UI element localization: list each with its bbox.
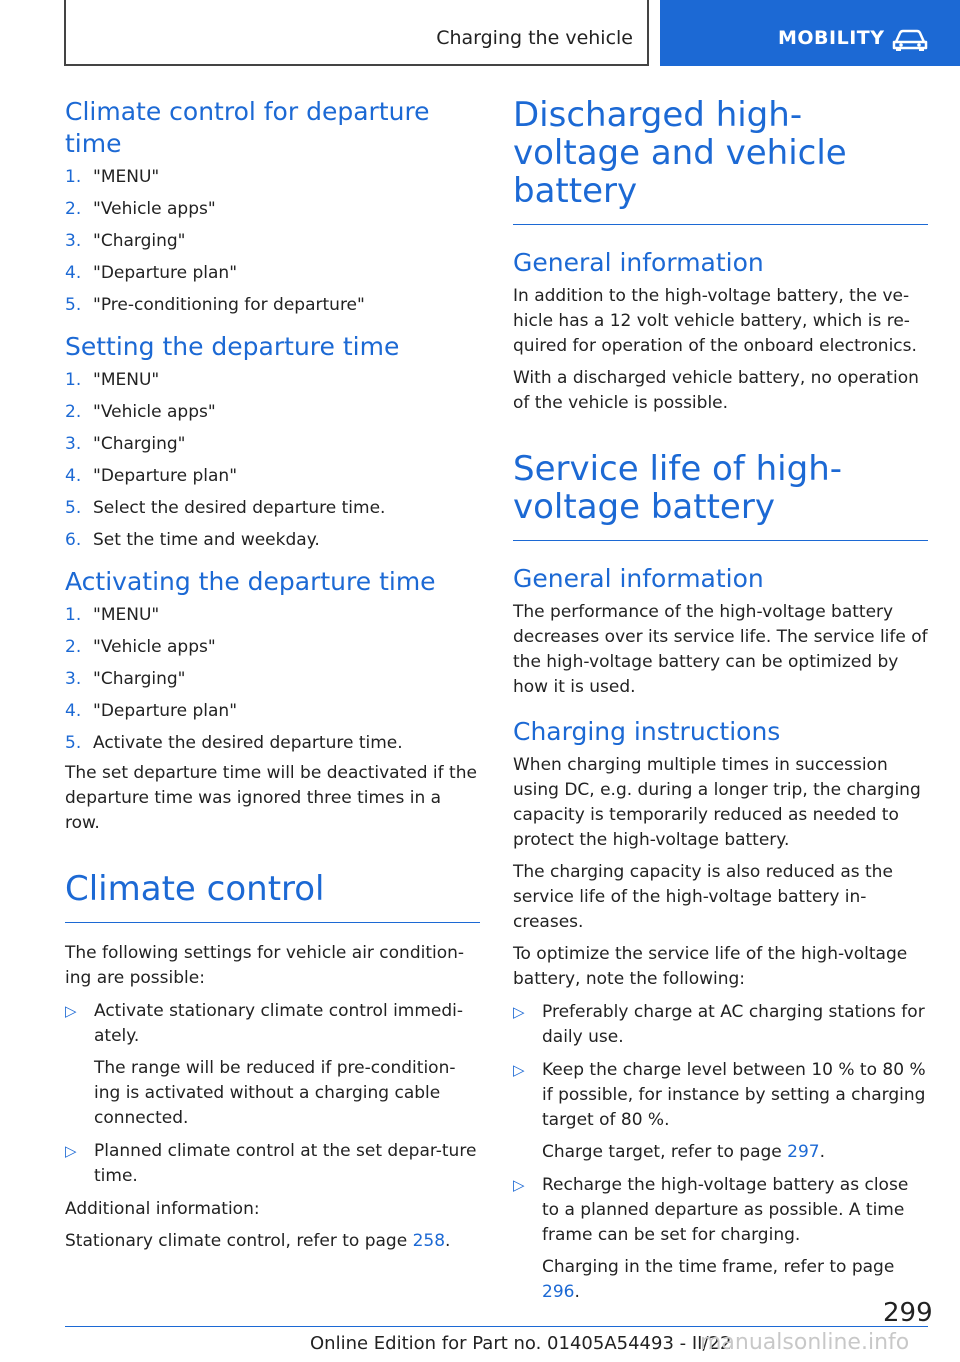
charge-target-ref: Charge target, refer to page 297. <box>542 1142 826 1162</box>
list-item: ▷ Activate stationary climate control immedi-ately. The range will be reduced if pre-condition-ing is activated without a charging cable connected. <box>65 999 480 1131</box>
heading-activating-departure: Activating the departure time <box>65 567 436 596</box>
list-item: 2. "Vehicle apps" <box>65 199 216 219</box>
page-link-296[interactable]: 296 <box>542 1282 575 1302</box>
header-section-title: Charging the vehicle <box>436 27 633 49</box>
list-item: ▷ Keep the charge level between 10 % to 80 % if possible, for instance by setting a charging target of 80 %. Charge target, refer to page 297. <box>513 1058 928 1165</box>
additional-info-label: Additional information: <box>65 1199 260 1219</box>
edition-label: Online Edition for Part no. 01405A54493 - II/22 <box>310 1333 732 1354</box>
list-item: ▷ Recharge the high-voltage battery as close to a planned departure as possible. A time frame can be set for charging. Charging in the time frame, refer to page 296. <box>513 1173 928 1305</box>
steps-activating-departure <box>65 603 480 755</box>
header-chapter-title: MOBILITY <box>778 27 885 49</box>
triangle-bullet-icon: ▷ <box>65 1002 77 1020</box>
climate-intro: The following settings for vehicle air condition-ing are possible: <box>65 943 465 988</box>
triangle-bullet-icon: ▷ <box>513 1003 525 1021</box>
list-item: 4. "Departure plan" <box>65 701 238 721</box>
steps-setting-departure <box>65 368 480 552</box>
page-link-297[interactable]: 297 <box>787 1142 820 1162</box>
triangle-bullet-icon: ▷ <box>513 1176 525 1194</box>
service-life-tips-list <box>513 1000 928 1305</box>
left-column <box>65 96 480 1261</box>
header-chapter-tab <box>660 0 960 66</box>
list-item: 4. "Departure plan" <box>65 263 238 283</box>
list-item: 5. Activate the desired departure time. <box>65 733 403 753</box>
triangle-bullet-icon: ▷ <box>513 1061 525 1079</box>
list-item: 1. "MENU" <box>65 370 160 390</box>
heading-general-info-1: General information <box>513 248 764 277</box>
list-item: 3. "Charging" <box>65 231 186 251</box>
heading-setting-departure: Setting the departure time <box>65 332 400 361</box>
discharged-battery-p1: In addition to the high-voltage battery, the ve-hicle has a 12 volt vehicle battery, which is re-quired for operation of the onboard electronics. <box>513 286 917 356</box>
triangle-bullet-icon: ▷ <box>65 1142 77 1160</box>
list-item-note: The range will be reduced if pre-condition-ing is activated without a charging cable connected. <box>94 1058 456 1128</box>
page-number: 299 <box>883 1298 933 1328</box>
heading-service-life: Service life of high-voltage battery <box>513 449 843 527</box>
list-item: 1. "MENU" <box>65 605 160 625</box>
list-item: 2. "Vehicle apps" <box>65 637 216 657</box>
heading-charging-instructions: Charging instructions <box>513 717 781 746</box>
heading-general-info-2: General information <box>513 564 764 593</box>
heading-climate-control: Climate control <box>65 869 325 909</box>
list-item: 3. "Charging" <box>65 434 186 454</box>
heading-discharged-battery: Discharged high-voltage and vehicle battery <box>513 95 847 211</box>
list-item: ▷ Preferably charge at AC charging stations for daily use. <box>513 1002 925 1047</box>
time-frame-ref: Charging in the time frame, refer to page 296. <box>542 1257 895 1302</box>
footer-divider <box>65 1326 928 1327</box>
steps-climate-departure <box>65 165 480 317</box>
list-item: 3. "Charging" <box>65 669 186 689</box>
charging-instructions-p4: To optimize the service life of the high-voltage battery, note the following: <box>513 944 908 989</box>
list-item: ▷ Planned climate control at the set depar-ture time. <box>65 1141 477 1186</box>
section-divider <box>513 540 928 541</box>
heading-climate-departure: Climate control for departure time <box>65 97 430 158</box>
list-item: 2. "Vehicle apps" <box>65 402 216 422</box>
service-life-p1: The performance of the high-voltage battery decreases over its service life. The service life of the high-voltage battery can be optimized by how it is used. <box>513 602 928 697</box>
right-column <box>513 96 928 1313</box>
header-section-box <box>64 0 649 66</box>
car-icon <box>892 28 928 52</box>
list-item: 6. Set the time and weekday. <box>65 530 320 550</box>
discharged-battery-p2: With a discharged vehicle battery, no operation of the vehicle is possible. <box>513 368 919 413</box>
departure-deactivation-note: The set departure time will be deactivated if the departure time was ignored three times in a row. <box>65 763 477 833</box>
stationary-climate-ref: Stationary climate control, refer to page 258. <box>65 1231 451 1251</box>
climate-options-list <box>65 999 480 1189</box>
list-item: 4. "Departure plan" <box>65 466 238 486</box>
charging-instructions-p3: The charging capacity is also reduced as the service life of the high-voltage battery in-creases. <box>513 862 893 932</box>
list-item: 5. "Pre-conditioning for departure" <box>65 295 365 315</box>
list-item: 5. Select the desired departure time. <box>65 498 386 518</box>
section-divider <box>513 224 928 225</box>
watermark: manualsonline.info <box>700 1330 910 1355</box>
page-link-258[interactable]: 258 <box>412 1231 446 1251</box>
section-divider <box>65 922 480 923</box>
charging-instructions-p2: When charging multiple times in succession using DC, e.g. during a longer trip, the charging capacity is temporarily reduced as needed to protect the high-voltage battery. <box>513 755 921 850</box>
list-item: 1. "MENU" <box>65 167 160 187</box>
